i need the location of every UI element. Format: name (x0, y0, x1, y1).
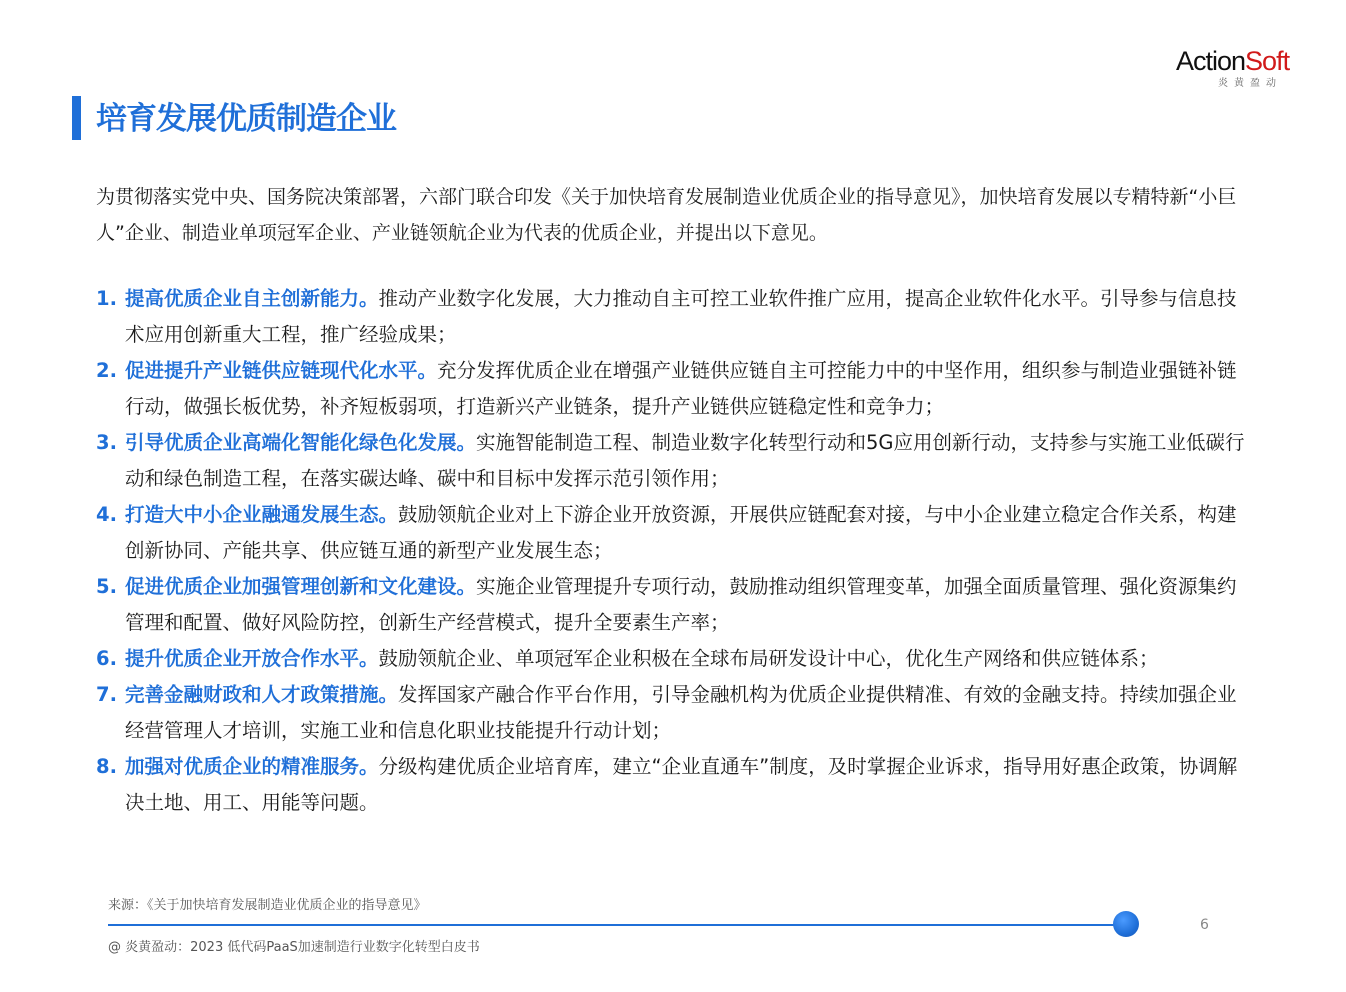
source-note: 来源：《关于加快培育发展制造业优质企业的指导意见》 (108, 898, 427, 913)
item-number: 4. (96, 503, 117, 526)
logo-wordmark: ActionSoft (1176, 46, 1290, 76)
opinion-list (96, 281, 1246, 821)
intro-paragraph: 为贯彻落实党中央、国务院决策部署，六部门联合印发《关于加快培育发展制造业优质企业的指导意见》，加快培育发展以专精特新“小巨人”企业、制造业单项冠军企业、产业链领航企业为代表的优质企业，并提出以下意见。 (96, 186, 1237, 244)
item-heading: 打造大中小企业融通发展生态。 (125, 503, 399, 526)
list-item (96, 497, 1246, 569)
item-heading: 完善金融财政和人才政策措施。 (125, 683, 399, 706)
list-item (96, 569, 1246, 641)
item-body: 推动产业数字化发展，大力推动自主可控工业软件推广应用，提高企业软件化水平。引导参与信息技术应用创新重大工程，推广经验成果； (125, 287, 1237, 346)
list-item (96, 353, 1246, 425)
item-heading: 提高优质企业自主创新能力。 (125, 287, 379, 310)
item-heading: 促进优质企业加强管理创新和文化建设。 (125, 575, 477, 598)
item-number: 8. (96, 755, 117, 778)
item-body: 充分发挥优质企业在增强产业链供应链自主可控能力中的中坚作用，组织参与制造业强链补链行动，做强长板优势，补齐短板弱项，打造新兴产业链条，提升产业链供应链稳定性和竞争力； (125, 359, 1237, 418)
item-number: 6. (96, 647, 117, 670)
item-heading: 促进提升产业链供应链现代化水平。 (125, 359, 438, 382)
actionsoft-logo (1176, 46, 1300, 88)
logo-subtitle: 炎黄盈动 (1218, 78, 1282, 89)
item-heading: 引导优质企业高端化智能化绿色化发展。 (125, 431, 477, 454)
item-body: 实施企业管理提升专项行动，鼓励推动组织管理变革，加强全面质量管理、强化资源集约管理和配置、做好风险防控，创新生产经营模式，提升全要素生产率； (125, 575, 1237, 634)
item-body: 发挥国家产融合作平台作用，引导金融机构为优质企业提供精准、有效的金融支持。持续加强企业经营管理人才培训，实施工业和信息化职业技能提升行动计划； (125, 683, 1237, 742)
list-item (96, 425, 1246, 497)
item-body: 分级构建优质企业培育库，建立“企业直通车”制度，及时掌握企业诉求，指导用好惠企政策，协调解决土地、用工、用能等问题。 (125, 755, 1238, 814)
list-item (96, 677, 1246, 749)
item-body: 实施智能制造工程、制造业数字化转型行动和5G应用创新行动，支持参与实施工业低碳行动和绿色制造工程，在落实碳达峰、碳中和目标中发挥示范引领作用； (125, 431, 1245, 490)
item-number: 3. (96, 431, 117, 454)
list-item (96, 641, 1246, 677)
item-number: 2. (96, 359, 117, 382)
list-item (96, 749, 1246, 821)
item-body: 鼓励领航企业、单项冠军企业积极在全球布局研发设计中心，优化生产网络和供应链体系； (378, 647, 1159, 670)
footer-copyright: @ 炎黄盈动：2023 低代码PaaS加速制造行业数字化转型白皮书 (108, 940, 480, 955)
list-item (96, 281, 1246, 353)
page-title: 培育发展优质制造企业 (96, 101, 396, 137)
title-accent-bar (72, 96, 81, 140)
item-number: 7. (96, 683, 117, 706)
item-number: 1. (96, 287, 117, 310)
item-heading: 加强对优质企业的精准服务。 (125, 755, 379, 778)
page-number: 6 (1200, 917, 1209, 933)
item-heading: 提升优质企业开放合作水平。 (125, 647, 379, 670)
item-number: 5. (96, 575, 117, 598)
footer-divider (108, 924, 1126, 926)
item-body: 鼓励领航企业对上下游企业开放资源，开展供应链配套对接，与中小企业建立稳定合作关系，构建创新协同、产能共享、供应链互通的新型产业发展生态； (125, 503, 1237, 562)
footer-dot-ornament (1113, 911, 1139, 937)
